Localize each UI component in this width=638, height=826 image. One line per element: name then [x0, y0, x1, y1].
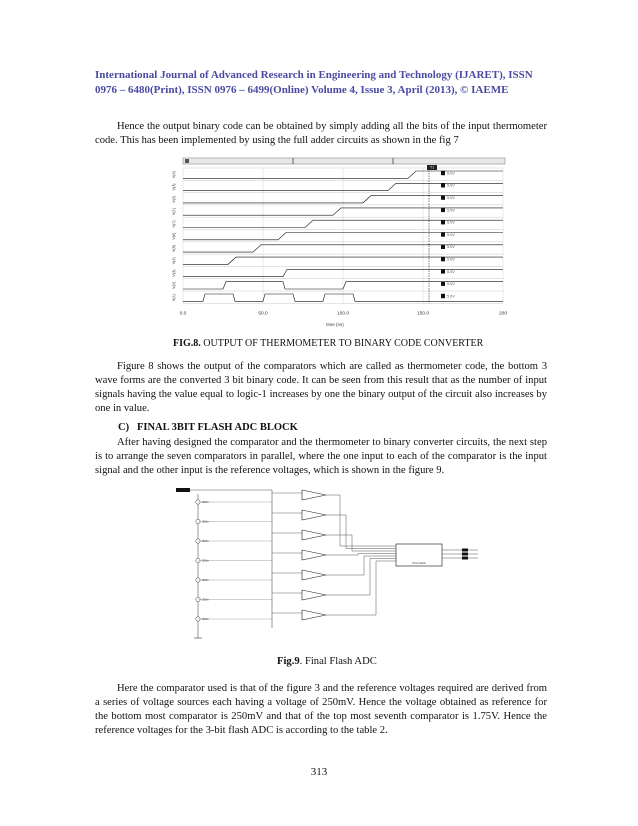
figure-9-caption-text: . Final Flash ADC [299, 656, 377, 667]
marker-value: 5.0V [447, 183, 455, 188]
cursor-marker [441, 294, 445, 298]
marker-value: 5.0V [447, 282, 455, 287]
section-heading [118, 422, 298, 433]
marker-value: 5.0V [447, 257, 455, 262]
converter-label: Thermo2bin [412, 562, 426, 565]
marker-value: 5.0V [447, 269, 455, 274]
cursor-tag-label: T1 [429, 165, 435, 170]
figure-9-schematic [172, 486, 498, 648]
figure-8-caption-number: FIG.8. [173, 338, 201, 349]
trace-label: V(1) [172, 294, 176, 302]
voltage-source-label: 250m [202, 617, 209, 621]
trace-label: V(2) [172, 195, 176, 203]
x-axis-label: time (ns) [326, 322, 344, 327]
section-title: FINAL 3BIT FLASH ADC BLOCK [136, 422, 298, 433]
cursor-marker [441, 208, 445, 212]
figure-8-waveforms [163, 156, 507, 328]
waveform-scrollbar[interactable] [183, 158, 505, 164]
journal-header [95, 68, 547, 98]
output-port [462, 553, 468, 556]
marker-value: 5.0V [447, 171, 455, 176]
trace-label: V(1) [172, 208, 176, 216]
x-axis-tick-label: 0.0 [179, 311, 187, 317]
marker-value: 5.0V [447, 220, 455, 225]
trace-label: V(4) [172, 171, 176, 179]
figure-8-caption [173, 338, 483, 349]
trace-label: V(4) [172, 257, 176, 265]
cursor-marker [441, 195, 445, 199]
marker-value: 5.0V [447, 208, 455, 213]
cursor-marker [441, 220, 445, 224]
x-axis-tick-label: 200 [498, 311, 507, 317]
voltage-source-label: 250m [202, 597, 209, 602]
x-axis-tick-label: 100.0 [336, 311, 350, 317]
output-port [462, 549, 468, 552]
intro-paragraph: Hence the output binary code can be obtained by simply adding all the bits of the input thermometer code. This has been implemented by using the full adder circuits as shown in the fig 7 [95, 121, 547, 146]
trace-label: V(3) [172, 183, 176, 191]
trace-label: V(3) [172, 269, 176, 277]
trace-label: V(5) [172, 244, 176, 253]
trace-label: V(7) [172, 220, 176, 228]
journal-header-line1: International Journal of Advanced Research in Engineering and Technology (IJARET), ISSN [95, 69, 533, 81]
section-paragraph: After having designed the comparator and the thermometer to binary converter circuits, the next step is to arrange the seven comparators in parallel, where the one input to each of the comparator is the input signal and the other input is the reference voltages, which is shown in the figure 9. [95, 437, 547, 476]
marker-value: 5.0V [447, 196, 455, 200]
trace-label: V(6) [172, 232, 176, 240]
voltage-source-label: 250m [202, 578, 209, 582]
page-number: 313 [310, 766, 328, 778]
figure-9-caption-number: Fig.9 [277, 656, 300, 667]
voltage-source-label: 250m [202, 500, 209, 504]
voltage-source-label: 250m [202, 519, 209, 524]
cursor-marker [441, 245, 445, 249]
input-signal-port [176, 488, 190, 492]
cursor-marker [441, 257, 445, 261]
marker-value: 5.0V [447, 294, 455, 299]
trace-label: V(2) [172, 281, 176, 289]
voltage-source-label: 250m [202, 539, 209, 543]
closing-paragraph: Here the comparator used is that of the figure 3 and the reference voltages required are derived from a series of voltage sources each having a voltage of 250mV. Hence the voltage obtained as reference for the bottom most comparator is 250mV and that of the top most seventh comparator is 1.75V. Hence the reference voltages for the 3-bit flash ADC is according to the table 2. [95, 683, 547, 736]
cursor-marker [441, 171, 445, 175]
figure-8-paragraph: Figure 8 shows the output of the comparators which are called as thermometer code, the bottom 3 wave forms are the converted 3 bit binary code. It can be seen from this result that as the number of input signals having the value equal to logic-1 increases by one the binary output of the circuit also increases by one in value. [95, 361, 547, 414]
marker-value: 5.0V [447, 245, 455, 250]
figure-9-caption [277, 656, 377, 667]
cursor-marker [441, 269, 445, 273]
x-axis-tick-label: 50.0 [258, 311, 268, 317]
voltage-source-label: 250m [202, 558, 209, 563]
cursor-marker [441, 183, 445, 187]
x-axis-tick-label: 150.0 [416, 311, 430, 317]
figure-8-caption-text: OUTPUT OF THERMOMETER TO BINARY CODE CONVERTER [203, 338, 484, 349]
cursor-marker [441, 232, 445, 236]
journal-header-line2: 0976 – 6480(Print), ISSN 0976 – 6499(Online) Volume 4, Issue 3, April (2013), © IAEME [95, 84, 509, 96]
cursor-marker [441, 282, 445, 286]
marker-value: 5.0V [447, 232, 455, 237]
section-letter: C) [118, 422, 130, 433]
output-port [462, 557, 468, 560]
